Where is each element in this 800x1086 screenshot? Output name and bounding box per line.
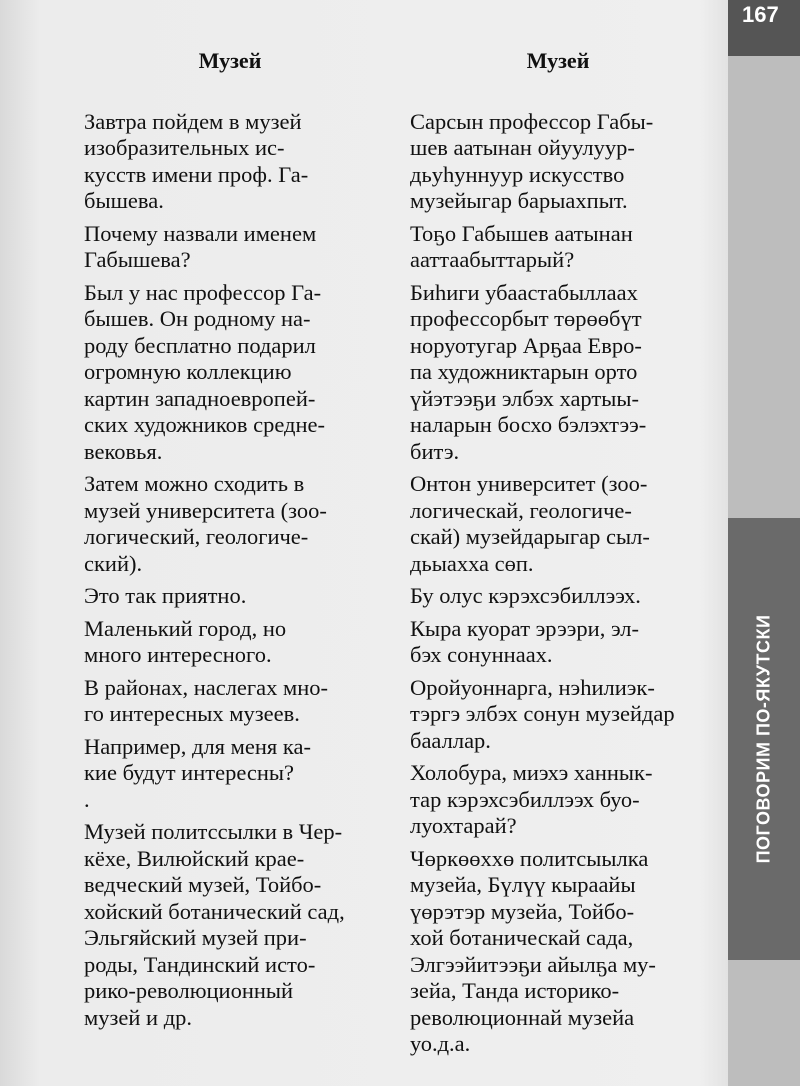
yakut-phrase-line: дьуһуннуур искусство xyxy=(410,161,625,187)
yakut-phrases xyxy=(410,109,706,1058)
russian-phrase-line: Эльгяйский музей при- xyxy=(84,925,307,950)
russian-phrase-line: Музей политссылки в Чер- xyxy=(84,819,343,844)
russian-phrase-line: В районах, наслегах мно- xyxy=(84,674,329,700)
yakut-phrase-line: ааттаабыттарый? xyxy=(410,247,575,272)
yakut-phrase-line: музейа, Бүлүү кыраайы xyxy=(410,872,636,897)
russian-phrase-line: музей и др. xyxy=(84,1004,193,1030)
yakut-phrase xyxy=(410,221,706,274)
russian-phrase xyxy=(84,583,376,610)
yakut-phrase xyxy=(410,760,706,840)
yakut-phrase-line: луохтарай? xyxy=(410,813,517,838)
yakut-phrase xyxy=(410,471,706,577)
yakut-phrase-line: хой ботаническай сада, xyxy=(410,925,634,950)
yakut-phrase-line: дьыахха сөп. xyxy=(410,550,534,576)
yakut-phrase-line: зейа, Танда историко- xyxy=(410,978,620,1003)
yakut-phrase-line: Онтон университет (зоо- xyxy=(410,471,648,496)
yakut-phrase xyxy=(410,675,706,755)
yakut-phrase-line: тэргэ элбэх сонун музейдар xyxy=(410,701,675,726)
yakut-phrase-line: Биһиги убаастабыллаах xyxy=(410,279,638,305)
yakut-phrase-line: тар кэрэхсэбиллээх буо- xyxy=(410,786,640,812)
russian-phrase-line: . xyxy=(84,786,90,812)
russian-phrase xyxy=(84,616,376,669)
yakut-phrase-line: бэх сонуннаах. xyxy=(410,642,553,667)
section-tab-label: ПОГОВОРИМ ПО-ЯКУТСКИ xyxy=(753,614,774,864)
russian-phrase-line: ский). xyxy=(84,550,143,576)
russian-phrase-line: кие будут интересны? xyxy=(84,760,294,785)
yakut-phrase-line: бааллар. xyxy=(410,727,491,753)
yakut-phrase-line: үйэтээҕи элбэх хартыы- xyxy=(410,385,639,411)
russian-phrase-line: Это так приятно. xyxy=(84,583,247,608)
russian-phrase xyxy=(84,734,376,814)
russian-phrase-line: логический, геологиче- xyxy=(84,524,309,549)
russian-phrase-line: огромную коллекцию xyxy=(84,359,292,384)
yakut-phrase xyxy=(410,280,706,466)
yakut-phrase-line: шев аатынан ойуулуур- xyxy=(410,135,635,160)
russian-phrase-line: ведческий музей, Тойбо- xyxy=(84,872,322,897)
russian-phrase xyxy=(84,819,376,1031)
russian-phrase-line: кусств имени проф. Га- xyxy=(84,161,309,187)
yakut-phrase-line: Элгээйитээҕи айылҕа му- xyxy=(410,951,656,977)
russian-phrase-line: Габышева? xyxy=(84,247,191,272)
russian-phrase xyxy=(84,280,376,466)
yakut-phrase-line: битэ. xyxy=(410,438,460,464)
russian-phrase-line: вековья. xyxy=(84,438,163,464)
yakut-phrase-line: Сарсын профессор Габы- xyxy=(410,108,654,134)
yakut-phrase xyxy=(410,846,706,1058)
yakut-phrase-line: уо.д.а. xyxy=(410,1031,471,1056)
yakut-phrase xyxy=(410,616,706,669)
yakut-phrase-line: революционнай музейа xyxy=(410,1004,635,1030)
russian-phrase-line: Завтра пойдем в музей xyxy=(84,108,302,134)
page-number: 167 xyxy=(728,0,800,56)
yakut-phrase-line: па художниктарын орто xyxy=(410,359,638,384)
yakut-phrase-line: Кыра куорат эрээри, эл- xyxy=(410,615,639,641)
yakut-phrase xyxy=(410,583,706,610)
russian-phrase-line: хойский ботанический сад, xyxy=(84,898,345,924)
yakut-phrase-line: Оройуоннарга, нэһилиэк- xyxy=(410,674,655,700)
russian-phrase-line: изобразительных ис- xyxy=(84,135,285,160)
yakut-phrase-line: музейыгар барыахпыт. xyxy=(410,188,628,213)
russian-phrase-line: Например, для меня ка- xyxy=(84,733,311,759)
russian-phrase-line: рико-революционный xyxy=(84,978,294,1003)
russian-phrase xyxy=(84,675,376,728)
yakut-phrase-line: логическай, геологиче- xyxy=(410,497,632,523)
russian-phrase-line: кёхе, Вилюйский крае- xyxy=(84,845,305,871)
russian-phrase-line: роду бесплатно подарил xyxy=(84,332,316,358)
yakut-phrase-line: скай) музейдарыгар сыл- xyxy=(410,524,650,549)
russian-phrase-line: го интересных музеев. xyxy=(84,701,300,726)
russian-heading: Музей xyxy=(198,48,262,73)
russian-phrase-line: бышева. xyxy=(84,188,164,213)
russian-phrase xyxy=(84,471,376,577)
russian-phrase-line: Был у нас профессор Га- xyxy=(84,279,322,305)
russian-phrase xyxy=(84,109,376,215)
yakut-heading: Музей xyxy=(526,48,590,73)
russian-phrase-line: Почему назвали именем xyxy=(84,220,317,246)
yakut-phrase-line: норуотугар Арҕаа Евро- xyxy=(410,332,642,358)
yakut-column xyxy=(410,48,706,1064)
russian-phrase-line: музей университета (зоо- xyxy=(84,497,327,523)
russian-phrases xyxy=(84,109,376,1032)
russian-phrase-line: Затем можно сходить в xyxy=(84,471,305,496)
yakut-phrase-line: Чөркөөххө политсыылка xyxy=(410,845,649,871)
russian-phrase-line: Маленький город, но xyxy=(84,615,287,641)
russian-phrase xyxy=(84,221,376,274)
yakut-phrase xyxy=(410,109,706,215)
yakut-phrase-line: профессорбыт төрөөбүт xyxy=(410,306,642,331)
russian-phrase-line: бышев. Он родному на- xyxy=(84,306,311,331)
yakut-phrase-line: Тоҕо Габышев аатынан xyxy=(410,220,633,246)
yakut-phrase-line: Холобура, миэхэ ханнык- xyxy=(410,760,653,785)
section-tab xyxy=(728,518,800,960)
russian-phrase-line: роды, Тандинский исто- xyxy=(84,951,316,977)
russian-column xyxy=(84,48,376,1037)
yakut-phrase-line: үөрэтэр музейа, Тойбо- xyxy=(410,898,635,924)
yakut-phrase-line: наларын босхо бэлэхтээ- xyxy=(410,412,647,437)
russian-phrase-line: ских художников средне- xyxy=(84,412,326,437)
russian-phrase-line: картин западноевропей- xyxy=(84,385,316,411)
russian-phrase-line: много интересного. xyxy=(84,642,272,667)
yakut-phrase-line: Бу олус кэрэхсэбиллээх. xyxy=(410,583,641,608)
